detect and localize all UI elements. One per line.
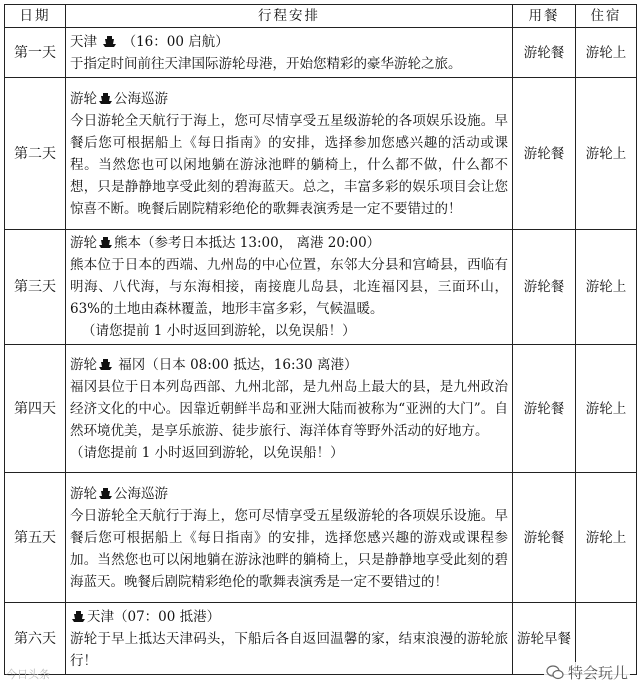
day-description: 福冈县位于日本列岛西部、九州北部，是九州岛上最大的县，是九州政治经济文化的中心。因靠近朝鲜半岛和亚洲大陆而被称为“亚洲的大门”。自然环境优美，是享乐旅游、徒步旅行、海洋体育等野外活动的好地方。 (70, 378, 508, 439)
lodging-value: 游轮上 (576, 28, 637, 78)
header-meal: 用餐 (513, 5, 576, 28)
lodging-value: 游轮上 (576, 473, 637, 603)
day-schedule (66, 345, 513, 473)
day-description: 熊本位于日本的西端、九州岛的中心位置，东邻大分县和宫崎县，西临有明海、八代海，与东海相接，南接鹿儿岛县，北连福冈县，三面环山，63%的土地由森林覆盖，地形丰富多彩，气候温暖。 (70, 257, 508, 317)
ship-icon (71, 609, 86, 623)
ship-icon (98, 91, 113, 105)
meal-value: 游轮餐 (513, 473, 576, 603)
day-description: 今日游轮全天航行于海上，您可尽情享受五星级游轮的各项娱乐设施。早餐后您可根据船上《每日指南》的安排，选择您感兴趣的游戏或课程参加。当然您也可以闲地躺在游泳池畔的躺椅上，只是静静地享受此刻的碧海蓝天。晚餐后剧院精彩绝伦的歌舞表演秀是一定不要错过的！ (70, 507, 508, 590)
day-title (70, 483, 508, 505)
header-lodging: 住宿 (576, 5, 637, 28)
title-place: 天津 (70, 33, 97, 50)
meal-value: 游轮早餐 (513, 603, 576, 675)
meal-value: 游轮餐 (513, 28, 576, 78)
day-label: 第四天 (5, 345, 66, 473)
header-schedule: 行程安排 (66, 5, 513, 28)
day-title (70, 232, 508, 254)
title-detail: （16：00 启航） (122, 33, 229, 50)
day-description: 游轮于早上抵达天津码头，下船后各自返回温馨的家，结束浪漫的游轮旅行！ (70, 630, 508, 669)
day-schedule (66, 230, 513, 345)
return-note: （请您提前 1 小时返回到游轮，以免误船！） (70, 444, 344, 461)
itinerary-table (4, 4, 637, 675)
title-detail: 熊本（参考日本抵达 13:00， 离港 20:00） (114, 235, 381, 251)
itinerary-row (5, 28, 637, 78)
watermark-text: 特会玩儿 (567, 664, 628, 682)
day-schedule (66, 78, 513, 230)
meal-value: 游轮餐 (513, 230, 576, 345)
day-title (70, 88, 508, 110)
ship-icon (102, 34, 117, 48)
return-note: （请您提前 1 小时返回到游轮，以免误船！） (82, 323, 356, 339)
lodging-value: 游轮上 (576, 345, 637, 473)
watermark-right (544, 662, 630, 683)
day-title (70, 354, 508, 376)
ship-icon (98, 235, 113, 249)
day-schedule (66, 28, 513, 78)
lodging-value: 游轮上 (576, 230, 637, 345)
lodging-value: 游轮上 (576, 78, 637, 230)
meal-value: 游轮餐 (513, 78, 576, 230)
title-detail: 天津（07：00 抵港） (87, 608, 221, 625)
header-date: 日期 (5, 5, 66, 28)
day-label: 第三天 (5, 230, 66, 345)
title-place: 游轮 (70, 485, 97, 502)
day-description: 今日游轮全天航行于海上，您可尽情享受五星级游轮的各项娱乐设施。早餐后您可根据船上《每日指南》的安排，选择参加您感兴趣的活动或课程。当然您也可以闲地躺在游泳池畔的躺椅上，什么都不做，什么都不想，只是静静地享受此刻的碧海蓝天。总之，丰富多彩的娱乐项目会让您惊喜不断。晚餐后剧院精彩绝伦的歌舞表演秀是一定不要错过的！ (70, 112, 508, 217)
itinerary-row (5, 345, 637, 473)
itinerary-row (5, 78, 637, 230)
day-title (70, 606, 508, 628)
day-schedule (66, 473, 513, 603)
title-detail: 公海巡游 (114, 485, 168, 502)
ship-icon (98, 357, 113, 371)
header-row (5, 5, 637, 28)
title-place: 游轮 (70, 356, 97, 373)
day-label: 第五天 (5, 473, 66, 603)
wechat-icon (546, 665, 564, 680)
title-place: 游轮 (70, 90, 97, 107)
title-detail: 公海巡游 (114, 90, 168, 107)
day-label: 第二天 (5, 78, 66, 230)
day-title (70, 31, 508, 53)
title-place: 游轮 (70, 235, 97, 251)
itinerary-row (5, 230, 637, 345)
ship-icon (98, 486, 113, 500)
meal-value: 游轮餐 (513, 345, 576, 473)
footer (0, 662, 640, 684)
title-detail: 福冈（日本 08:00 抵达，16:30 离港） (114, 356, 358, 373)
watermark-left: 今日头条 (6, 668, 50, 681)
day-label: 第一天 (5, 28, 66, 78)
day-label: 第六天 (5, 603, 66, 675)
itinerary-row (5, 473, 637, 603)
day-description: 于指定时间前往天津国际游轮母港，开始您精彩的豪华游轮之旅。 (70, 55, 462, 72)
